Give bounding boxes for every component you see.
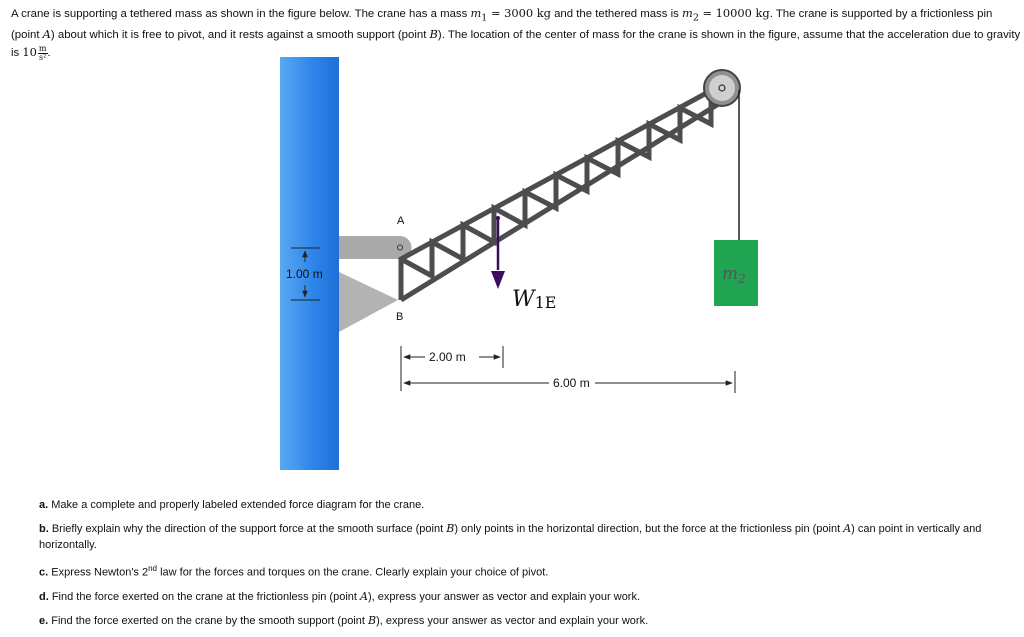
m2-symbol: $m_2$ (682, 6, 699, 24)
distance-2m-label: 2.00 m (429, 350, 466, 364)
distance-6m-label: 6.00 m (553, 376, 590, 390)
intro-text: A crane is supporting a tethered mass as shown in the figure below. The crane has a mass (11, 8, 471, 20)
pulley (704, 70, 740, 106)
question-list (39, 497, 999, 637)
gravity-units: $\frac{m}{\text{s²}}$ (38, 43, 47, 62)
intro-text: ) about which it is free to pivot, and it rests against a smooth support (point (50, 29, 430, 42)
intro-text: and the tethered mass is (550, 8, 682, 20)
question-a: a. Make a complete and properly labeled extended force diagram for the crane. (39, 499, 425, 511)
gravity-value: 10 (22, 45, 37, 60)
question-e: e. Find the force exerted on the crane by the smooth support (point B), express your answer as vector and explain your work. (39, 613, 649, 627)
height-label: 1.00 m (286, 267, 323, 281)
point-b-label: B (396, 311, 404, 323)
pin-arm (339, 236, 412, 259)
point-a-ref: A (42, 27, 51, 42)
question-d: d. Find the force exerted on the crane at the frictionless pin (point A), express your answer as vector and explain your work. (39, 589, 641, 603)
wall (280, 57, 339, 470)
question-c: c. Express Newton's 2nd law for the forces and torques on the crane. Clearly explain your choice of pivot. (39, 564, 549, 579)
question-b: b. Briefly explain why the direction of the support force at the smooth surface (point B) only points in the horizontal direction, but the force at the frictionless pin (point A) can point in vertically and horizontally. (39, 522, 982, 551)
weight-label: W1E (512, 287, 557, 312)
point-a-label: A (397, 215, 405, 227)
m2-value: = 10000 kg (698, 6, 770, 20)
point-b-ref: B (429, 27, 438, 42)
intro-text: . The crane is supported by a frictionless pin (point (11, 8, 993, 42)
m1-symbol: $m_1$ (470, 6, 488, 24)
mass-label: $m_2$ (722, 264, 746, 286)
crane-boom (401, 83, 725, 300)
smooth-support (339, 272, 398, 332)
m1-value: = 3000 kg (487, 6, 551, 20)
intro-text: ). The location of the center of mass for the crane is shown in the figure, assume that the acceleration due to gravity is (11, 29, 1021, 60)
problem-statement: A crane is supporting a tethered mass as shown in the figure below. The crane has a mass $m_1 = 3000$ kg and the tethered mass is $m_2 = 10000$ kg. The crane is supported by a frictionless pin (point A) about which it is free to pivot, and it rests against a smooth support (point B). The location of the center of mass for the crane is shown in the figure, assume that the acceleration due to gravity is 10 $\frac{m}{\text{s²}}$ . (11, 6, 1021, 62)
